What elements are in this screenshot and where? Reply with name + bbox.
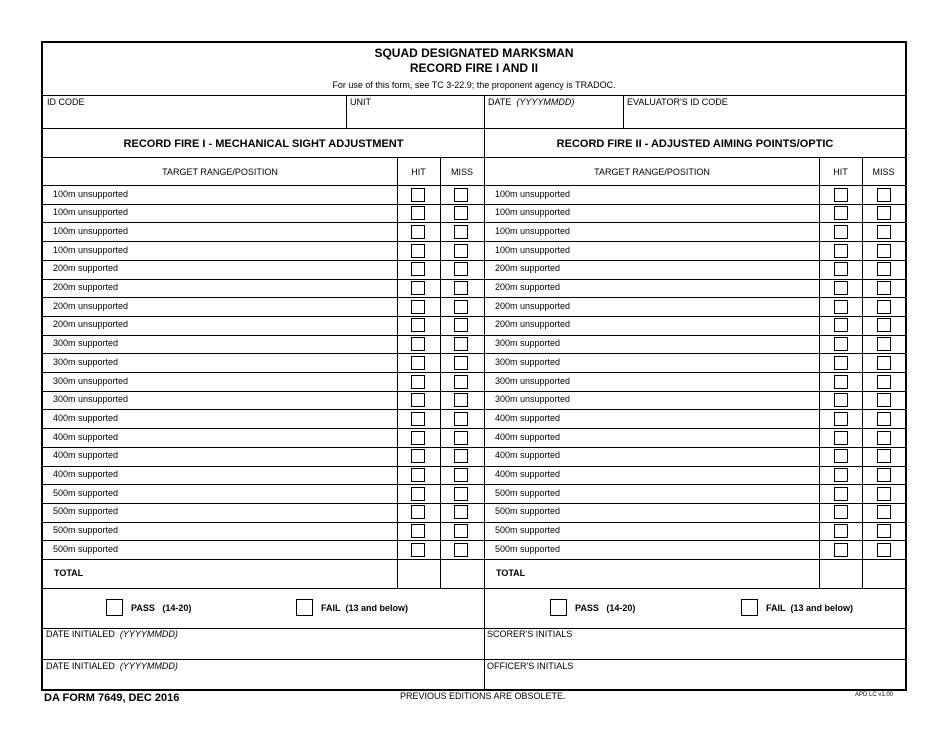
divider bbox=[43, 185, 905, 186]
row-divider bbox=[43, 353, 905, 354]
miss-checkbox[interactable] bbox=[877, 393, 891, 407]
miss-checkbox[interactable] bbox=[877, 300, 891, 314]
miss-checkbox[interactable] bbox=[454, 505, 468, 519]
hit-checkbox[interactable] bbox=[834, 468, 848, 482]
miss-checkbox[interactable] bbox=[454, 337, 468, 351]
row-divider bbox=[43, 447, 905, 448]
target-range-label: 100m unsupported bbox=[495, 188, 571, 199]
row-divider bbox=[43, 297, 905, 298]
hit-checkbox[interactable] bbox=[411, 206, 425, 220]
hit-checkbox[interactable] bbox=[411, 244, 425, 258]
target-range-label: 300m unsupported bbox=[495, 394, 571, 405]
target-range-label: 500m supported bbox=[495, 525, 561, 536]
hit-checkbox[interactable] bbox=[834, 356, 848, 370]
hit-checkbox[interactable] bbox=[411, 487, 425, 501]
target-range-label: 100m unsupported bbox=[495, 225, 571, 236]
record-fire-2-title: RECORD FIRE II - ADJUSTED AIMING POINTS/OPTIC bbox=[556, 138, 834, 150]
miss-checkbox[interactable] bbox=[454, 281, 468, 295]
pass-range: (14-20) bbox=[162, 603, 192, 613]
hit-checkbox[interactable] bbox=[411, 524, 425, 538]
officer-initials-field[interactable]: OFFICER'S INITIALS bbox=[487, 661, 574, 671]
col-hit: HIT bbox=[411, 167, 426, 177]
target-range-label: 200m unsupported bbox=[53, 319, 129, 330]
divider bbox=[43, 559, 905, 560]
row-divider bbox=[43, 204, 905, 205]
miss-checkbox[interactable] bbox=[454, 188, 468, 202]
miss-checkbox[interactable] bbox=[877, 262, 891, 276]
date-label: DATE bbox=[488, 97, 512, 107]
miss-checkbox[interactable] bbox=[877, 318, 891, 332]
col-miss: MISS bbox=[450, 167, 473, 177]
row-divider bbox=[43, 503, 905, 504]
record-fire-1-title: RECORD FIRE I - MECHANICAL SIGHT ADJUSTMENT bbox=[123, 138, 404, 150]
hit-checkbox[interactable] bbox=[834, 524, 848, 538]
hit-checkbox[interactable] bbox=[411, 375, 425, 389]
hit-checkbox[interactable] bbox=[411, 412, 425, 426]
col-miss: MISS bbox=[872, 167, 895, 177]
date-initialed-label: DATE INITIALED bbox=[46, 629, 115, 639]
fail-checkbox[interactable] bbox=[296, 599, 313, 616]
target-range-label: 300m supported bbox=[53, 356, 119, 367]
miss-checkbox[interactable] bbox=[877, 468, 891, 482]
date-initialed-field[interactable] bbox=[46, 661, 178, 672]
target-range-label: 200m unsupported bbox=[53, 300, 129, 311]
date-field[interactable] bbox=[488, 97, 574, 108]
row-divider bbox=[43, 241, 905, 242]
target-range-label: 400m supported bbox=[495, 431, 561, 442]
target-range-label: 300m supported bbox=[495, 356, 561, 367]
miss-checkbox[interactable] bbox=[877, 375, 891, 389]
miss-checkbox[interactable] bbox=[454, 449, 468, 463]
hit-checkbox[interactable] bbox=[834, 206, 848, 220]
fail-text: FAIL bbox=[766, 603, 786, 613]
miss-checkbox[interactable] bbox=[877, 524, 891, 538]
miss-checkbox[interactable] bbox=[877, 188, 891, 202]
miss-checkbox[interactable] bbox=[454, 468, 468, 482]
target-range-label: 200m supported bbox=[53, 282, 119, 292]
miss-checkbox[interactable] bbox=[877, 337, 891, 351]
row-divider bbox=[43, 409, 905, 410]
fail-range: (13 and below) bbox=[345, 603, 409, 613]
col-target-range: TARGET RANGE/POSITION bbox=[162, 167, 278, 177]
target-range-label: 400m supported bbox=[53, 412, 119, 423]
hit-checkbox[interactable] bbox=[411, 431, 425, 445]
pass-checkbox[interactable] bbox=[550, 599, 567, 616]
target-range-label: 100m unsupported bbox=[53, 225, 129, 236]
hit-checkbox[interactable] bbox=[834, 337, 848, 351]
target-range-label: 400m supported bbox=[53, 469, 119, 479]
row-divider bbox=[43, 279, 905, 280]
miss-checkbox[interactable] bbox=[877, 505, 891, 519]
total-label: TOTAL bbox=[496, 568, 526, 578]
pass-range: (14-20) bbox=[606, 603, 636, 613]
divider bbox=[346, 95, 347, 128]
miss-checkbox[interactable] bbox=[877, 225, 891, 239]
miss-checkbox[interactable] bbox=[454, 244, 468, 258]
hit-checkbox[interactable] bbox=[411, 356, 425, 370]
hit-checkbox[interactable] bbox=[834, 449, 848, 463]
hit-checkbox[interactable] bbox=[411, 449, 425, 463]
date-format-hint: (YYYYMMDD) bbox=[119, 629, 178, 639]
miss-checkbox[interactable] bbox=[877, 412, 891, 426]
target-range-label: 100m unsupported bbox=[495, 207, 571, 218]
col-hit: HIT bbox=[833, 167, 848, 177]
miss-checkbox[interactable] bbox=[454, 543, 468, 557]
divider bbox=[43, 659, 905, 660]
hit-checkbox[interactable] bbox=[834, 487, 848, 501]
previous-editions-notice: PREVIOUS EDITIONS ARE OBSOLETE. bbox=[400, 691, 566, 701]
row-divider bbox=[43, 335, 905, 336]
miss-checkbox[interactable] bbox=[454, 262, 468, 276]
miss-checkbox[interactable] bbox=[454, 225, 468, 239]
target-range-label: 300m unsupported bbox=[495, 375, 571, 386]
hit-checkbox[interactable] bbox=[411, 543, 425, 557]
hit-checkbox[interactable] bbox=[411, 281, 425, 295]
hit-checkbox[interactable] bbox=[834, 188, 848, 202]
unit-field[interactable]: UNIT bbox=[350, 97, 371, 107]
col-target-range: TARGET RANGE/POSITION bbox=[594, 167, 710, 177]
target-range-label: 500m supported bbox=[495, 506, 561, 517]
form-title-line1: SQUAD DESIGNATED MARKSMAN bbox=[374, 46, 574, 60]
scorer-initials-field[interactable]: SCORER'S INITIALS bbox=[487, 629, 573, 639]
form-title-line2: RECORD FIRE I AND II bbox=[409, 61, 539, 75]
hit-checkbox[interactable] bbox=[411, 225, 425, 239]
form-frame bbox=[41, 41, 907, 691]
miss-checkbox[interactable] bbox=[454, 431, 468, 445]
hit-checkbox[interactable] bbox=[411, 188, 425, 202]
target-range-label: 200m unsupported bbox=[495, 300, 571, 311]
row-divider bbox=[43, 260, 905, 261]
fail-checkbox[interactable] bbox=[741, 599, 758, 616]
pass-text: PASS bbox=[131, 603, 155, 613]
hit-checkbox[interactable] bbox=[411, 505, 425, 519]
hit-checkbox[interactable] bbox=[411, 393, 425, 407]
target-range-label: 200m supported bbox=[53, 263, 119, 274]
hit-checkbox[interactable] bbox=[411, 468, 425, 482]
evaluator-id-field[interactable]: EVALUATOR'S ID CODE bbox=[627, 97, 728, 107]
hit-checkbox[interactable] bbox=[834, 300, 848, 314]
hit-checkbox[interactable] bbox=[834, 281, 848, 295]
hit-checkbox[interactable] bbox=[834, 375, 848, 389]
miss-checkbox[interactable] bbox=[454, 412, 468, 426]
miss-checkbox[interactable] bbox=[877, 356, 891, 370]
fail-label bbox=[766, 603, 853, 614]
miss-checkbox[interactable] bbox=[877, 281, 891, 295]
pass-text: PASS bbox=[575, 603, 599, 613]
form-subtitle: For use of this form, see TC 3-22.9; the proponent agency is TRADOC. bbox=[332, 80, 616, 90]
miss-checkbox[interactable] bbox=[877, 244, 891, 258]
hit-checkbox[interactable] bbox=[834, 262, 848, 276]
miss-checkbox[interactable] bbox=[877, 431, 891, 445]
row-divider bbox=[43, 428, 905, 429]
target-range-label: 100m unsupported bbox=[53, 207, 129, 218]
divider bbox=[43, 157, 905, 158]
miss-checkbox[interactable] bbox=[454, 487, 468, 501]
fail-label bbox=[321, 603, 408, 614]
miss-checkbox[interactable] bbox=[454, 393, 468, 407]
target-range-label: 200m unsupported bbox=[495, 319, 571, 330]
miss-checkbox[interactable] bbox=[454, 206, 468, 220]
total-label: TOTAL bbox=[54, 568, 84, 578]
target-range-label: 500m supported bbox=[53, 543, 119, 554]
divider bbox=[43, 128, 905, 129]
divider bbox=[623, 95, 624, 128]
row-divider bbox=[43, 466, 905, 467]
form-title-block bbox=[43, 43, 905, 95]
id-code-field[interactable]: ID CODE bbox=[47, 97, 85, 107]
target-range-label: 300m unsupported bbox=[53, 394, 129, 405]
row-divider bbox=[43, 540, 905, 541]
hit-checkbox[interactable] bbox=[834, 318, 848, 332]
target-range-label: 500m supported bbox=[53, 525, 119, 536]
date-format-hint: (YYYYMMDD) bbox=[516, 97, 575, 107]
miss-checkbox[interactable] bbox=[877, 206, 891, 220]
target-range-label: 400m supported bbox=[53, 450, 119, 461]
form-number: DA FORM 7649, DEC 2016 bbox=[44, 692, 180, 704]
target-range-label: 500m supported bbox=[53, 506, 119, 517]
row-divider bbox=[43, 522, 905, 523]
hit-checkbox[interactable] bbox=[411, 300, 425, 314]
hit-checkbox[interactable] bbox=[411, 318, 425, 332]
pass-label bbox=[575, 603, 635, 614]
target-range-label: 400m supported bbox=[495, 412, 561, 423]
row-divider bbox=[43, 484, 905, 485]
target-range-label: 100m unsupported bbox=[53, 244, 129, 255]
row-divider bbox=[43, 372, 905, 373]
row-divider bbox=[43, 391, 905, 392]
target-range-label: 500m supported bbox=[53, 487, 119, 498]
target-range-label: 400m supported bbox=[495, 450, 561, 461]
target-range-label: 400m supported bbox=[495, 469, 561, 479]
row-divider bbox=[43, 222, 905, 223]
hit-checkbox[interactable] bbox=[834, 412, 848, 426]
hit-checkbox[interactable] bbox=[411, 337, 425, 351]
target-range-label: 500m supported bbox=[495, 487, 561, 498]
miss-checkbox[interactable] bbox=[877, 487, 891, 501]
target-range-label: 400m supported bbox=[53, 431, 119, 442]
hit-checkbox[interactable] bbox=[834, 431, 848, 445]
date-format-hint: (YYYYMMDD) bbox=[119, 661, 178, 671]
miss-checkbox[interactable] bbox=[454, 524, 468, 538]
fail-text: FAIL bbox=[321, 603, 341, 613]
target-range-label: 200m supported bbox=[495, 263, 561, 274]
miss-checkbox[interactable] bbox=[454, 300, 468, 314]
hit-checkbox[interactable] bbox=[834, 393, 848, 407]
hit-checkbox[interactable] bbox=[834, 225, 848, 239]
hit-checkbox[interactable] bbox=[411, 262, 425, 276]
target-range-label: 200m supported bbox=[495, 282, 561, 292]
target-range-label: 100m unsupported bbox=[495, 244, 571, 255]
divider bbox=[43, 95, 905, 96]
miss-checkbox[interactable] bbox=[877, 543, 891, 557]
pass-label bbox=[131, 603, 191, 614]
form-version: APD LC v1.00 bbox=[855, 692, 894, 698]
target-range-label: 300m supported bbox=[53, 338, 119, 349]
target-range-label: 500m supported bbox=[495, 543, 561, 554]
miss-checkbox[interactable] bbox=[454, 318, 468, 332]
fail-range: (13 and below) bbox=[790, 603, 854, 613]
hit-checkbox[interactable] bbox=[834, 244, 848, 258]
divider bbox=[43, 588, 905, 589]
miss-checkbox[interactable] bbox=[454, 356, 468, 370]
target-range-label: 300m supported bbox=[495, 338, 561, 349]
hit-checkbox[interactable] bbox=[834, 543, 848, 557]
divider bbox=[484, 95, 485, 128]
hit-checkbox[interactable] bbox=[834, 505, 848, 519]
target-range-label: 100m unsupported bbox=[53, 188, 129, 199]
row-divider bbox=[43, 316, 905, 317]
date-initialed-label: DATE INITIALED bbox=[46, 661, 115, 671]
miss-checkbox[interactable] bbox=[877, 449, 891, 463]
target-range-label: 300m unsupported bbox=[53, 375, 129, 386]
pass-checkbox[interactable] bbox=[106, 599, 123, 616]
date-initialed-field[interactable] bbox=[46, 629, 178, 640]
miss-checkbox[interactable] bbox=[454, 375, 468, 389]
